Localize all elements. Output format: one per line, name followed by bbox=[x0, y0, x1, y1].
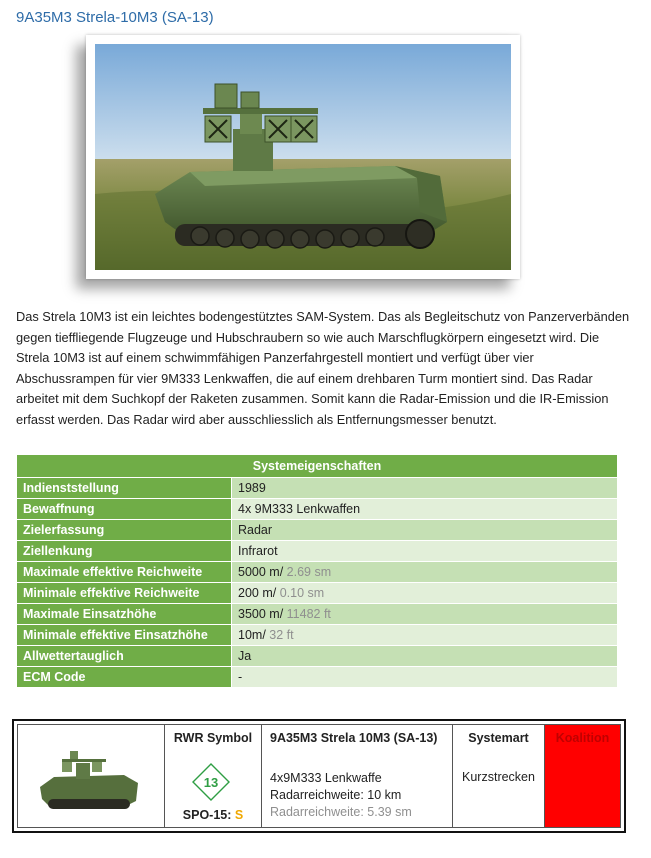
rwr-symbol-header: RWR Symbol bbox=[173, 731, 253, 745]
vehicle-photo-frame bbox=[86, 35, 520, 279]
property-label: ECM Code bbox=[17, 667, 232, 688]
property-label: Minimale effektive Einsatzhöhe bbox=[17, 625, 232, 646]
table-row bbox=[17, 499, 618, 520]
weapon-line: 4x9M333 Lenkwaffe bbox=[270, 771, 382, 785]
property-value-main: Ja bbox=[238, 649, 252, 663]
strela-vehicle-image bbox=[95, 44, 511, 270]
rwr-diamond-icon bbox=[191, 762, 231, 802]
property-value-alt: 11482 ft bbox=[286, 607, 331, 621]
property-value bbox=[232, 625, 618, 646]
vehicle-photo bbox=[95, 44, 511, 270]
property-value-alt: 32 ft bbox=[269, 628, 294, 642]
thumbnail-cell bbox=[18, 725, 165, 827]
property-label: Indienststellung bbox=[17, 478, 232, 499]
coalition-header: Koalition bbox=[555, 731, 610, 745]
coalition-cell bbox=[545, 725, 620, 827]
property-value-main: 4x 9M333 Lenkwaffen bbox=[238, 502, 361, 516]
system-type-value: Kurzstrecken bbox=[462, 770, 535, 784]
property-value-main: 5000 m/ bbox=[238, 565, 287, 579]
property-label: Ziellenkung bbox=[17, 541, 232, 562]
property-value bbox=[232, 499, 618, 520]
property-value-main: Radar bbox=[238, 523, 273, 537]
system-name-header: 9A35M3 Strela 10M3 (SA-13) bbox=[270, 731, 438, 745]
table-row bbox=[17, 604, 618, 625]
property-value bbox=[232, 583, 618, 604]
property-value-main: - bbox=[238, 670, 243, 684]
property-label: Bewaffnung bbox=[17, 499, 232, 520]
table-row bbox=[17, 583, 618, 604]
property-value-alt: 2.69 sm bbox=[286, 565, 332, 579]
radar-range-km: Radarreichweite: 10 km bbox=[270, 788, 402, 802]
property-value bbox=[232, 541, 618, 562]
spo-label: SPO-15: S bbox=[182, 808, 244, 822]
property-label: Minimale effektive Reichweite bbox=[17, 583, 232, 604]
property-value bbox=[232, 646, 618, 667]
property-value-main: 10m/ bbox=[238, 628, 270, 642]
property-value bbox=[232, 667, 618, 688]
property-value bbox=[232, 520, 618, 541]
table-row bbox=[17, 541, 618, 562]
table-row bbox=[17, 562, 618, 583]
spo-value: S bbox=[234, 808, 244, 822]
vehicle-thumbnail bbox=[32, 743, 144, 817]
table-row bbox=[17, 478, 618, 499]
rwr-symbol-cell bbox=[165, 725, 262, 827]
radar-range-sm: Radarreichweite: 5.39 sm bbox=[270, 805, 412, 819]
property-value-main: 1989 bbox=[238, 481, 266, 495]
system-type-cell bbox=[453, 725, 545, 827]
property-value bbox=[232, 562, 618, 583]
property-value bbox=[232, 604, 618, 625]
property-value-main: Infrarot bbox=[238, 544, 278, 558]
property-value-alt: 0.10 sm bbox=[279, 586, 325, 600]
property-label: Maximale effektive Reichweite bbox=[17, 562, 232, 583]
rwr-info-box bbox=[12, 719, 626, 833]
rwr-symbol-value: 13 bbox=[203, 775, 219, 790]
property-value-main: 200 m/ bbox=[238, 586, 280, 600]
system-type-header: Systemart bbox=[468, 731, 529, 745]
property-label: Allwettertauglich bbox=[17, 646, 232, 667]
table-row bbox=[17, 625, 618, 646]
table-row bbox=[17, 520, 618, 541]
table-header: Systemeigenschaften bbox=[17, 455, 618, 478]
description-paragraph: Das Strela 10M3 ist ein leichtes bodengestütztes SAM-System. Das als Begleitschutz von Panzerverbänden gegen tieffliegende Flugzeuge und Hubschraubern so wie auch Marschflugkörpern eingesetzt wird. Die Strela 10M3 ist auf einem schwimmfähigen Panzerfahrgestell montiert und verfügt über vier Abschussrampen für vier 9M333 Lenkwaffen, die auf einem drehbaren Turm montiert sind. Das Radar arbeitet mit dem Suchkopf der Raketen zusammen. Somit kann die Radar-Emission und die IR-Emission erfasst werden. Das Radar wird aber ausschliesslich als Entfernungsmesser benutzt. bbox=[16, 309, 630, 427]
property-label: Maximale Einsatzhöhe bbox=[17, 604, 232, 625]
table-row bbox=[17, 667, 618, 688]
property-value-main: 3500 m/ bbox=[238, 607, 287, 621]
system-name-cell bbox=[262, 725, 453, 827]
property-value bbox=[232, 478, 618, 499]
table-row bbox=[17, 646, 618, 667]
system-properties-table bbox=[16, 454, 618, 688]
property-label: Zielerfassung bbox=[17, 520, 232, 541]
page-title: 9A35M3 Strela-10M3 (SA-13) bbox=[16, 9, 214, 26]
